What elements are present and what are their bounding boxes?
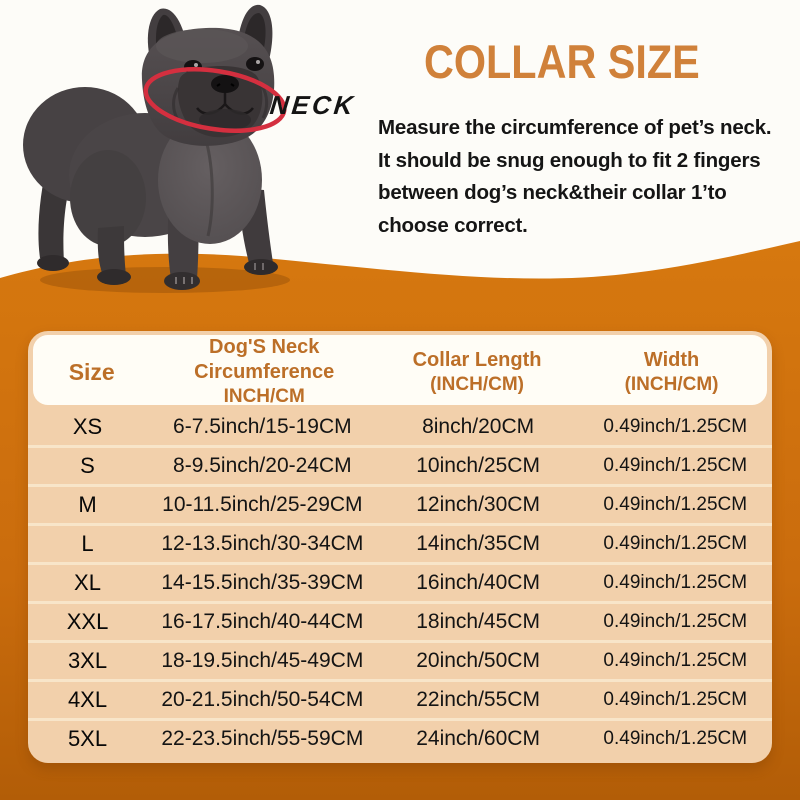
cell-neck: 20-21.5inch/50-54CM <box>161 688 364 711</box>
cell-neck: 16-17.5inch/40-44CM <box>161 610 364 633</box>
cell-size: L <box>81 531 94 556</box>
cell-length: 18inch/45CM <box>416 610 540 633</box>
cell-neck: 12-13.5inch/30-34CM <box>161 532 364 555</box>
table-row <box>28 679 772 718</box>
header-line: INCH/CM <box>223 386 305 407</box>
cell-width: 0.49inch/1.25CM <box>603 455 748 476</box>
cell-neck: 6-7.5inch/15-19CM <box>173 415 352 438</box>
column-header-width <box>576 348 767 397</box>
table-row <box>28 484 772 523</box>
header-line: Collar Length <box>412 348 542 371</box>
table-row <box>28 562 772 601</box>
cell-width: 0.49inch/1.25CM <box>603 650 748 671</box>
cell-size: S <box>80 453 95 478</box>
cell-width: 0.49inch/1.25CM <box>603 689 748 710</box>
header-line: Size <box>68 358 115 385</box>
cell-neck: 8-9.5inch/20-24CM <box>173 454 352 477</box>
column-header-size <box>33 360 150 385</box>
measure-instructions <box>378 112 798 242</box>
cell-size: XXL <box>66 609 109 634</box>
cell-length: 12inch/30CM <box>416 493 540 516</box>
neck-label: NECK <box>268 90 358 120</box>
cell-size: M <box>78 492 97 517</box>
cell-length: 8inch/20CM <box>422 415 535 438</box>
cell-length: 20inch/50CM <box>416 649 540 672</box>
header-line: (INCH/CM) <box>624 373 719 395</box>
cell-width: 0.49inch/1.25CM <box>603 416 748 437</box>
cell-size: 5XL <box>67 726 108 751</box>
header-line: Dog'S Neck Circumference <box>194 336 335 383</box>
column-header-neck-circumference <box>150 335 378 409</box>
table-row <box>28 718 772 757</box>
dog-photo <box>10 0 340 300</box>
cell-size: 4XL <box>67 687 108 712</box>
cell-length: 10inch/25CM <box>416 454 540 477</box>
table-row <box>28 601 772 640</box>
instruction-line: Measure the circumference of pet’s neck. <box>378 116 772 139</box>
cell-size: 3XL <box>67 648 108 673</box>
cell-width: 0.49inch/1.25CM <box>603 572 748 593</box>
page-title: COLLAR SIZE <box>424 35 700 88</box>
column-header-collar-length <box>378 348 576 397</box>
size-table-header <box>33 335 767 405</box>
cell-neck: 10-11.5inch/25-29CM <box>162 493 363 516</box>
table-row <box>28 523 772 562</box>
cell-width: 0.49inch/1.25CM <box>603 533 748 554</box>
cell-width: 0.49inch/1.25CM <box>603 611 748 632</box>
cell-width: 0.49inch/1.25CM <box>603 728 748 749</box>
size-chart-panel <box>28 331 772 763</box>
table-row <box>28 640 772 679</box>
size-table-body <box>28 409 772 757</box>
cell-width: 0.49inch/1.25CM <box>603 494 748 515</box>
table-row <box>28 445 772 484</box>
header-line: (INCH/CM) <box>430 373 525 395</box>
cell-size: XL <box>74 570 101 595</box>
instruction-line: It should be snug enough to fit 2 fingers <box>378 148 761 172</box>
cell-size: XS <box>72 414 103 439</box>
cell-length: 24inch/60CM <box>416 727 540 750</box>
cell-neck: 18-19.5inch/45-49CM <box>161 649 364 672</box>
header-line: Width <box>643 348 700 371</box>
cell-neck: 14-15.5inch/35-39CM <box>161 571 364 594</box>
cell-length: 22inch/55CM <box>416 688 540 711</box>
instruction-line: choose correct. <box>378 213 528 237</box>
instruction-line: between dog’s neck&their collar 1’to <box>378 181 727 204</box>
cell-neck: 22-23.5inch/55-59CM <box>161 727 364 750</box>
table-row <box>28 409 772 445</box>
cell-length: 16inch/40CM <box>416 571 540 594</box>
cell-length: 14inch/35CM <box>416 532 540 555</box>
